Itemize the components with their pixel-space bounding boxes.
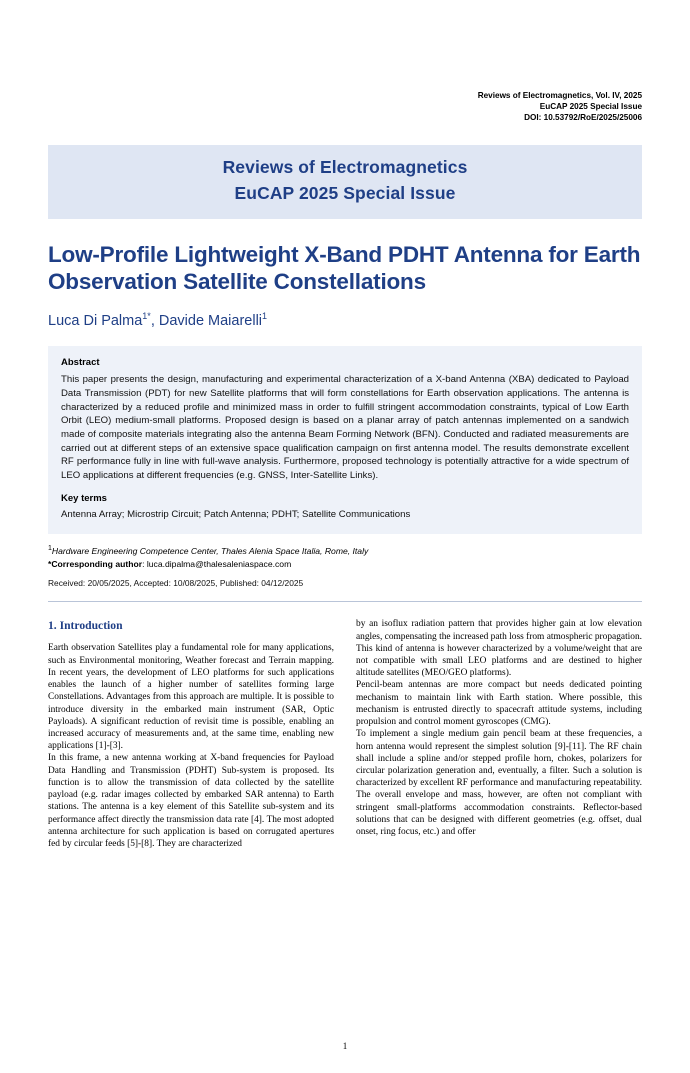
divider — [48, 601, 642, 602]
banner-subtitle: EuCAP 2025 Special Issue — [234, 183, 456, 204]
journal-doi: DOI: 10.53792/RoE/2025/25006 — [524, 113, 642, 123]
page-number: 1 — [342, 1041, 348, 1051]
journal-issue: EuCAP 2025 Special Issue — [539, 102, 642, 112]
abstract-heading: Abstract — [61, 357, 100, 369]
paragraph: To implement a single medium gain pencil beam at these frequencies, a horn antenna would represent the simplest solution [9]-[11]. The RF chain shall include a spline and/or stepped profile horn, chokes, polarizers for circular polarization generation and, eventually, a filter. Such a solution is characterized by excellent RF performance and manufacturing repeatability. The overall envelope and mass, however, are often not compliant with stringent small-platforms accommodation constraints. Reflector-based solutions that can be designed with different geometries (e.g. offset, dual onset, ring focus, etc.) and offer — [356, 729, 642, 838]
author-affiliation-marker-2: 1 — [262, 310, 268, 321]
abstract-text: This paper presents the design, manufacturing and experimental characterization of a X-band Antenna (XBA) dedicated to Payload Data Transmission (PDT) for new Satellite platforms that will form constellations for Earth observation applications. The antenna is characterized by a reduced profile and minimized mass in order to fulfill stringent accommodation constraints, typical of Low Earth Orbit (LEO) medium-small platforms. Proposed design is based on a planar array of patch antennas implemented on a sandwich made of composite materials integrating also the antenna Beam Forming Network (BFN). Conducted and radiated measurements are carried out at different steps of an extensive space qualification campaign on first antenna model. The results demonstrate excellent RF performance fully in line with full-wave analysis. Furthermore, proposed technology is potentially attractive for a wide spectrum of LEO applications at different frequencies (e.g. GNSS, Inter-Satellite Links). — [61, 374, 629, 481]
key-terms-text: Antenna Array; Microstrip Circuit; Patch Antenna; PDHT; Satellite Communications — [61, 509, 411, 521]
paragraph: Pencil-beam antennas are more compact but needs dedicated pointing mechanism to maintain link with Earth station. Where possible, this mechanism is entrusted directly to spacecraft attitude systems, including propulsion and control moment gyroscopes (CMG). — [356, 680, 642, 728]
affiliation-line — [48, 544, 642, 558]
column-left — [48, 618, 334, 850]
corresponding-author-email[interactable]: : luca.dipalma@thalesaleniaspace.com — [142, 558, 292, 569]
key-terms-heading: Key terms — [61, 493, 107, 505]
section-heading-introduction: 1. Introduction — [48, 619, 123, 633]
author-name-2: Davide Maiarelli — [158, 312, 263, 329]
corresponding-author-line — [48, 558, 642, 571]
column-right — [356, 618, 642, 850]
author-affiliation-marker-1: 1* — [142, 310, 151, 321]
journal-reference — [48, 0, 642, 123]
publication-dates: Received: 20/05/2025, Accepted: 10/08/2025, Published: 04/12/2025 — [48, 578, 304, 589]
author-list — [48, 311, 642, 329]
affiliation-text: Hardware Engineering Competence Center, Thales Alenia Space Italia, Rome, Italy — [51, 545, 369, 556]
banner-title: Reviews of Electromagnetics — [222, 157, 468, 178]
author-name-1: Luca Di Palma — [48, 312, 143, 329]
author-separator: , — [150, 312, 159, 329]
page-title: Low-Profile Lightweight X-Band PDHT Antenna for Earth Observation Satellite Constellations — [48, 241, 641, 295]
paragraph: by an isoflux radiation pattern that provides higher gain at low elevation angles, compensating the increased path loss from atmospheric propagation. This kind of antenna is however characterized by a volume/weight that are not compatible with small LEO platforms and are destined to higher altitude satellites (MEO/GEO platforms). — [356, 619, 642, 679]
paragraph: Earth observation Satellites play a fundamental role for many applications, such as Environmental monitoring, Weather forecast and Terrain mapping. In recent years, the development of LEO platforms for such applications enables the launch of a higher number of satellites forming large Constellations. Advantages from this approach are multiple. It is possible to introduce diversity in the embarked main instrument (SAR, Optic Payloads). A significant reduction of revisit time is possible, enabling an increased accuracy of measurements and, at the same time, enabling new applications [1]-[3]. — [48, 643, 334, 752]
body-columns — [48, 618, 642, 850]
affiliation-marker: 1 — [48, 544, 52, 552]
paragraph: In this frame, a new antenna working at X-band frequencies for Payload Data Handling and Transmission (PDHT) Sub-system is proposed. Its function is to allow the transmission of data collected by the satellite payload (e.g. radar images collected by embarked SAR antenna) to Earth stations. The antenna is a key element of this Satellite sub-system and its performance affect directly the transmission data rate [4]. The most adopted antenna architecture for such application is based on corrugated apertures fed by circular feeds [5]-[8]. They are characterized — [48, 753, 334, 849]
corresponding-author-label: *Corresponding author — [48, 558, 143, 569]
abstract-section — [48, 346, 642, 533]
journal-banner — [48, 145, 642, 219]
journal-name-volume: Reviews of Electromagnetics, Vol. IV, 2025 — [477, 91, 642, 100]
